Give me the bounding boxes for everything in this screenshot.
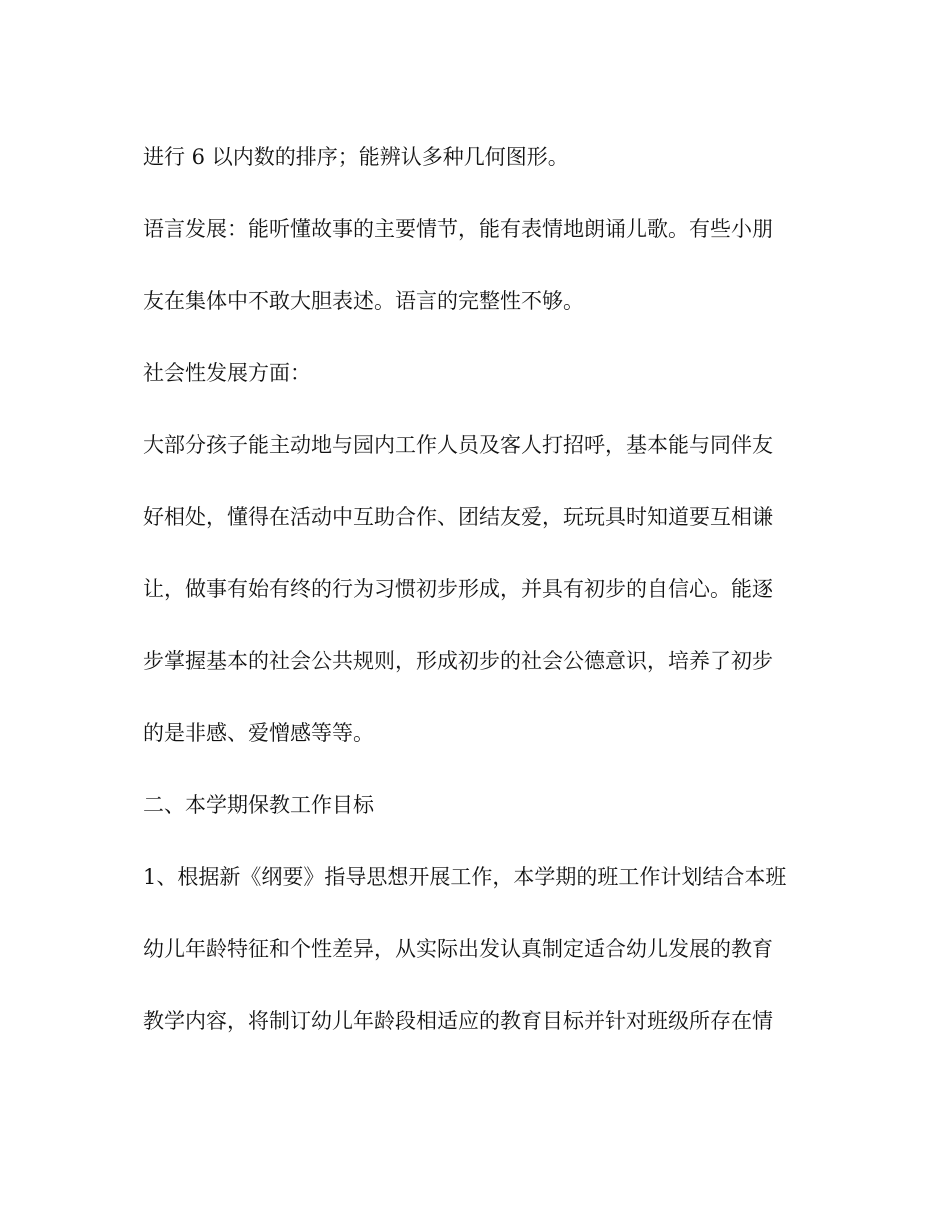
text-line: 教学内容，将制订幼儿年龄段相适应的教育目标并针对班级所存在情 bbox=[143, 1009, 773, 1033]
text-line: 步掌握基本的社会公共规则，形成初步的社会公德意识，培养了初步 bbox=[143, 649, 773, 673]
text-line: 让，做事有始有终的行为习惯初步形成，并具有初步的自信心。能逐 bbox=[143, 577, 773, 601]
text-line: 1、根据新《纲要》指导思想开展工作，本学期的班工作计划结合本班 bbox=[143, 865, 787, 889]
text-line: 语言发展：能听懂故事的主要情节，能有表情地朗诵儿歌。有些小朋 bbox=[143, 217, 773, 241]
text-line: 幼儿年龄特征和个性差异，从实际出发认真制定适合幼儿发展的教育 bbox=[143, 937, 773, 961]
text-line: 友在集体中不敢大胆表述。语言的完整性不够。 bbox=[143, 289, 584, 313]
text-line: 大部分孩子能主动地与园内工作人员及客人打招呼，基本能与同伴友 bbox=[143, 433, 773, 457]
text-line: 好相处，懂得在活动中互助合作、团结友爱，玩玩具时知道要互相谦 bbox=[143, 505, 773, 529]
text-line: 的是非感、爱憎感等等。 bbox=[143, 721, 374, 745]
text-line: 社会性发展方面： bbox=[143, 361, 311, 385]
text-line: 进行 6 以内数的排序；能辨认多种几何图形。 bbox=[143, 145, 569, 169]
section-heading: 二、本学期保教工作目标 bbox=[143, 793, 374, 817]
